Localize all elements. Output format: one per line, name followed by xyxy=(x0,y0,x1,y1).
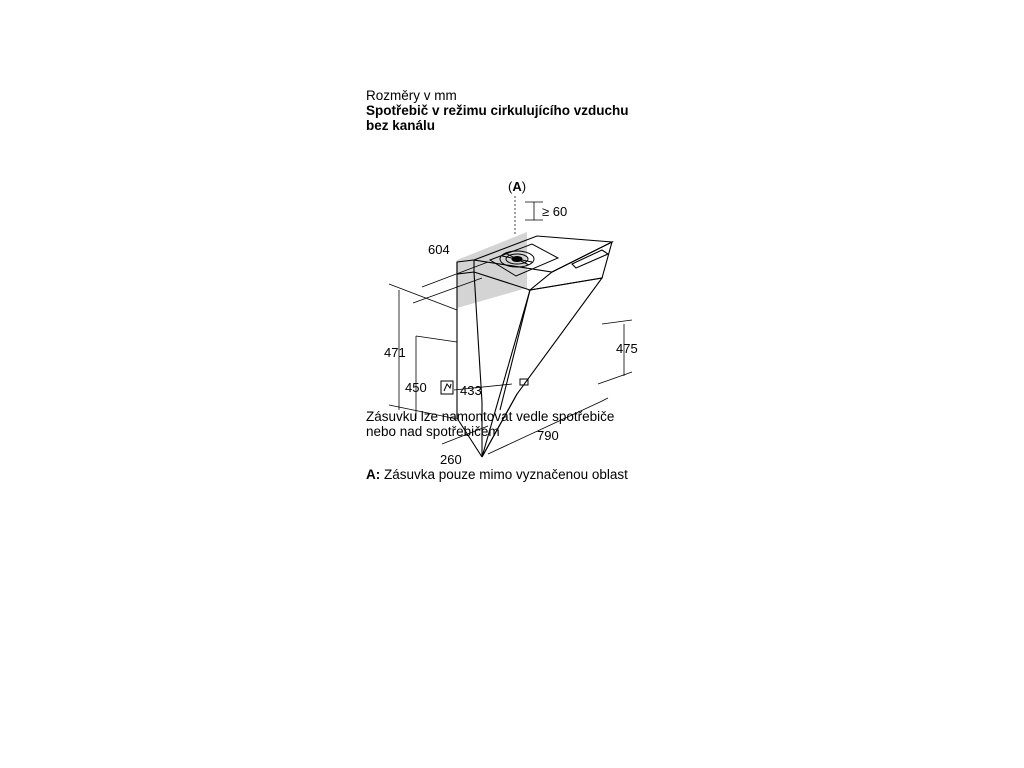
sheet-header xyxy=(366,88,656,133)
dimension-clearance: ≥ 60 xyxy=(542,204,568,219)
mode-title-line-1: Spotřebič v režimu cirkulujícího vzduchu xyxy=(366,103,629,118)
dimension-depth-inner: 433 xyxy=(460,383,482,398)
installation-sheet xyxy=(362,84,658,684)
legend-key: A: xyxy=(366,467,381,482)
legend-text: Zásuvka pouze mimo vyznačenou oblast xyxy=(380,467,628,482)
socket-note-line-2: nebo nad spotřebičem xyxy=(366,424,500,439)
socket-note-line-1: Zásuvku lze namontovat vedle spotřebiče xyxy=(366,409,615,424)
dimension-length-front: 790 xyxy=(537,428,559,443)
dimension-height-body: 450 xyxy=(405,380,427,395)
dimension-height-front: 475 xyxy=(616,341,638,356)
socket-note xyxy=(366,409,656,439)
socket-icon xyxy=(441,381,453,394)
mode-title-line-2: bez kanálu xyxy=(366,118,436,133)
zone-marker-a: (A) xyxy=(508,179,527,194)
dimension-height-total: 471 xyxy=(384,345,406,360)
dimension-width: 604 xyxy=(428,242,450,257)
units-caption: Rozměry v mm xyxy=(366,88,457,103)
legend xyxy=(366,467,656,482)
dimension-depth-bottom: 260 xyxy=(440,452,462,467)
